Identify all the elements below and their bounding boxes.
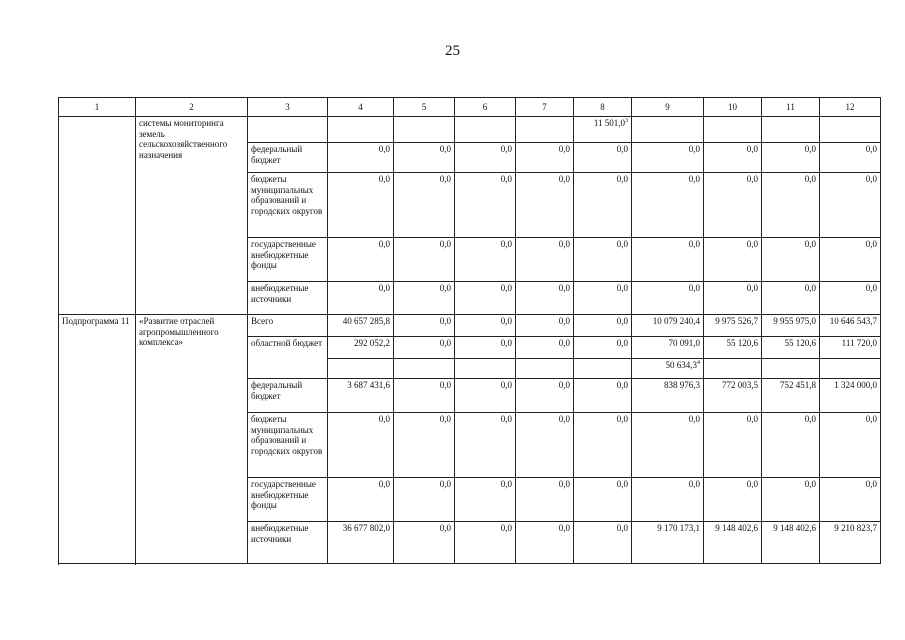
table-row: Подпрограмма 11 «Развитие отраслей агропромышленного комплекса» Всего 40 657 285,8 0,0 0,0 0,0 0,0 10 079 240,4 9 975 526,7 9 955 975,0 10 646 543,7: [59, 315, 881, 337]
program-cell: [59, 117, 136, 315]
header-cell: 6: [455, 98, 516, 117]
source-cell: внебюджетные источники: [248, 282, 328, 315]
source-cell: федеральный бюджет: [248, 379, 328, 413]
source-cell: государственные внебюджетные фонды: [248, 478, 328, 522]
source-cell: Всего: [248, 315, 328, 337]
table-row: внебюджетные источники 0,0 0,0 0,0 0,0 0,0 0,0 0,0 0,0 0,0: [59, 282, 881, 315]
header-cell: 3: [248, 98, 328, 117]
table-row: федеральный бюджет 0,0 0,0 0,0 0,0 0,0 0,0 0,0 0,0 0,0: [59, 143, 881, 173]
table-row: государственные внебюджетные фонды 0,0 0,0 0,0 0,0 0,0 0,0 0,0 0,0 0,0: [59, 478, 881, 522]
source-cell: бюджеты муниципальных образований и городских округов: [248, 413, 328, 478]
header-cell: 1: [59, 98, 136, 117]
budget-table: [58, 97, 881, 564]
header-cell: 9: [632, 98, 704, 117]
header-cell: 12: [820, 98, 881, 117]
table-row: областной бюджет 292 052,2 0,0 0,0 0,0 0,0 70 091,0 55 120,6 55 120,6 111 720,0: [59, 337, 881, 359]
oblast-note-cell: 50 634,3$^4$: [632, 359, 704, 379]
header-cell: 2: [136, 98, 248, 117]
header-cell: 11: [762, 98, 820, 117]
source-cell: федеральный бюджет: [248, 143, 328, 173]
header-cell: 10: [704, 98, 762, 117]
table-row: [59, 117, 881, 143]
header-cell: 5: [394, 98, 455, 117]
source-cell: внебюджетные источники: [248, 522, 328, 564]
table-row: государственные внебюджетные фонды 0,0 0,0 0,0 0,0 0,0 0,0 0,0 0,0 0,0: [59, 238, 881, 282]
header-row: [59, 98, 881, 117]
program-cell: Подпрограмма 11: [59, 315, 136, 564]
source-cell: областной бюджет: [248, 337, 328, 379]
table-row: внебюджетные источники 36 677 802,0 0,0 0,0 0,0 0,0 9 170 173,1 9 148 402,6 9 148 402,6 9 210 823,7: [59, 522, 881, 564]
table-row: федеральный бюджет 3 687 431,6 0,0 0,0 0,0 0,0 838 976,3 772 003,5 752 451,8 1 324 000,0: [59, 379, 881, 413]
header-cell: 7: [516, 98, 574, 117]
block-name-cell: «Развитие отраслей агропромышленного комплекса»: [136, 315, 248, 564]
table-row: бюджеты муниципальных образований и городских округов 0,0 0,0 0,0 0,0 0,0 0,0 0,0 0,0 0,0: [59, 413, 881, 478]
source-cell: бюджеты муниципальных образований и городских округов: [248, 173, 328, 238]
header-cell: 8: [574, 98, 632, 117]
top-note-cell: 11 501,0$^3$: [574, 117, 632, 143]
header-cell: 4: [328, 98, 394, 117]
table-row: бюджеты муниципальных образований и городских округов 0,0 0,0 0,0 0,0 0,0 0,0 0,0 0,0 0,0: [59, 173, 881, 238]
source-cell: государственные внебюджетные фонды: [248, 238, 328, 282]
page-number: 25: [445, 43, 460, 59]
block-name-cell: системы мониторинга земель сельскохозяйственного назначения: [136, 117, 248, 315]
